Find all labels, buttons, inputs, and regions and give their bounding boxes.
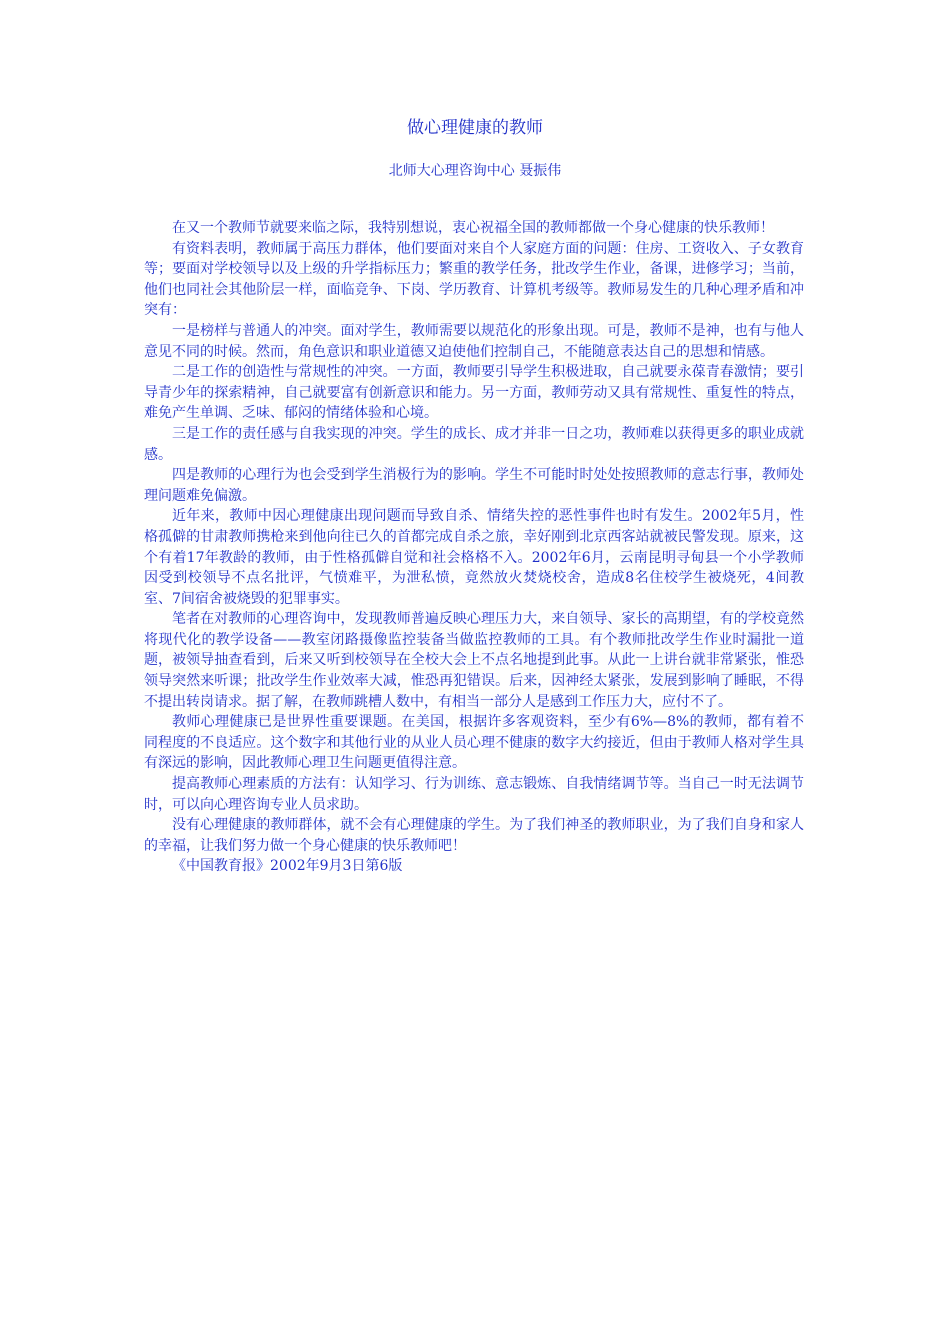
paragraph: 没有心理健康的教师群体，就不会有心理健康的学生。为了我们神圣的教师职业，为了我们自身和家人的幸福，让我们努力做一个身心健康的快乐教师吧！: [144, 817, 804, 854]
paragraph: 提高教师心理素质的方法有：认知学习、行为训练、意志锻炼、自我情绪调节等。当自己一时无法调节时，可以向心理咨询专业人员求助。: [144, 776, 804, 813]
paragraph: 四是教师的心理行为也会受到学生消极行为的影响。学生不可能时时处处按照教师的意志行事，教师处理问题难免偏激。: [144, 467, 804, 504]
paragraph: 在又一个教师节就要来临之际，我特别想说，衷心祝福全国的教师都做一个身心健康的快乐教师！: [172, 220, 774, 236]
document-body: [144, 218, 804, 877]
document-byline: 北师大心理咨询中心 聂振伟: [388, 163, 562, 179]
document-title: 做心理健康的教师: [407, 118, 543, 138]
paragraph: 一是榜样与普通人的冲突。面对学生，教师需要以规范化的形象出现。可是，教师不是神，也有与他人意见不同的时候。然而，角色意识和职业道德又迫使他们控制自己，不能随意表达自己的思想和情感。: [144, 322, 804, 360]
paragraph: 笔者在对教师的心理咨询中，发现教师普遍反映心理压力大，来自领导、家长的高期望，有的学校竟然将现代化的教学设备——教室闭路摄像监控装备当做监控教师的工具。有个教师批改学生作业时漏批一道题，被领导抽查看到，后来又听到校领导在全校大会上不点名地提到此事。从此一上讲台就非常紧张，惟恐领导突然来听课；批改学生作业效率大减，惟恐再犯错误。后来，因神经太紧张，发展到影响了睡眠，不得不提出转岗请求。据了解，在教师跳槽人数中，有相当一部分人是感到工作压力大，应付不了。: [144, 611, 804, 710]
paragraph: 教师心理健康已是世界性重要课题。在美国，根据许多客观资料，至少有6%—8%的教师，都有着不同程度的不良适应。这个数字和其他行业的从业人员心理不健康的数字大约接近，但由于教师人格对学生具有深远的影响，因此教师心理卫生问题更值得注意。: [144, 714, 804, 772]
paragraph: 三是工作的责任感与自我实现的冲突。学生的成长、成才并非一日之功，教师难以获得更多的职业成就感。: [144, 425, 804, 463]
paragraph: 有资料表明，教师属于高压力群体，他们要面对来自个人家庭方面的问题：住房、工资收入、子女教育等；要面对学校领导以及上级的升学指标压力；繁重的教学任务，批改学生作业，备课，进修学习；当前，他们也同社会其他阶层一样，面临竞争、下岗、学历教育、计算机考级等。教师易发生的几种心理矛盾和冲突有：: [144, 240, 804, 319]
paragraph: 近年来，教师中因心理健康出现问题而导致自杀、情绪失控的恶性事件也时有发生。2002年5月，性格孤僻的甘肃教师携枪来到他向往已久的首都完成自杀之旅，幸好刚到北京西客站就被民警发现。原来，这个有着17年教龄的教师，由于性格孤僻自觉和社会格格不入。2002年6月，云南昆明寻甸县一个小学教师因受到校领导不点名批评，气愤难平，为泄私愤，竟然放火焚烧校舍，造成8名住校学生被烧死，4间教室、7间宿舍被烧毁的犯罪事实。: [144, 508, 804, 607]
source-citation: 《中国教育报》2002年9月3日第6版: [172, 858, 403, 875]
paragraph: 二是工作的创造性与常规性的冲突。一方面，教师要引导学生积极进取，自己就要永葆青春激情；要引导青少年的探索精神，自己就要富有创新意识和能力。另一方面，教师劳动又具有常规性、重复性的特点，难免产生单调、乏味、郁闷的情绪体验和心境。: [144, 364, 804, 422]
